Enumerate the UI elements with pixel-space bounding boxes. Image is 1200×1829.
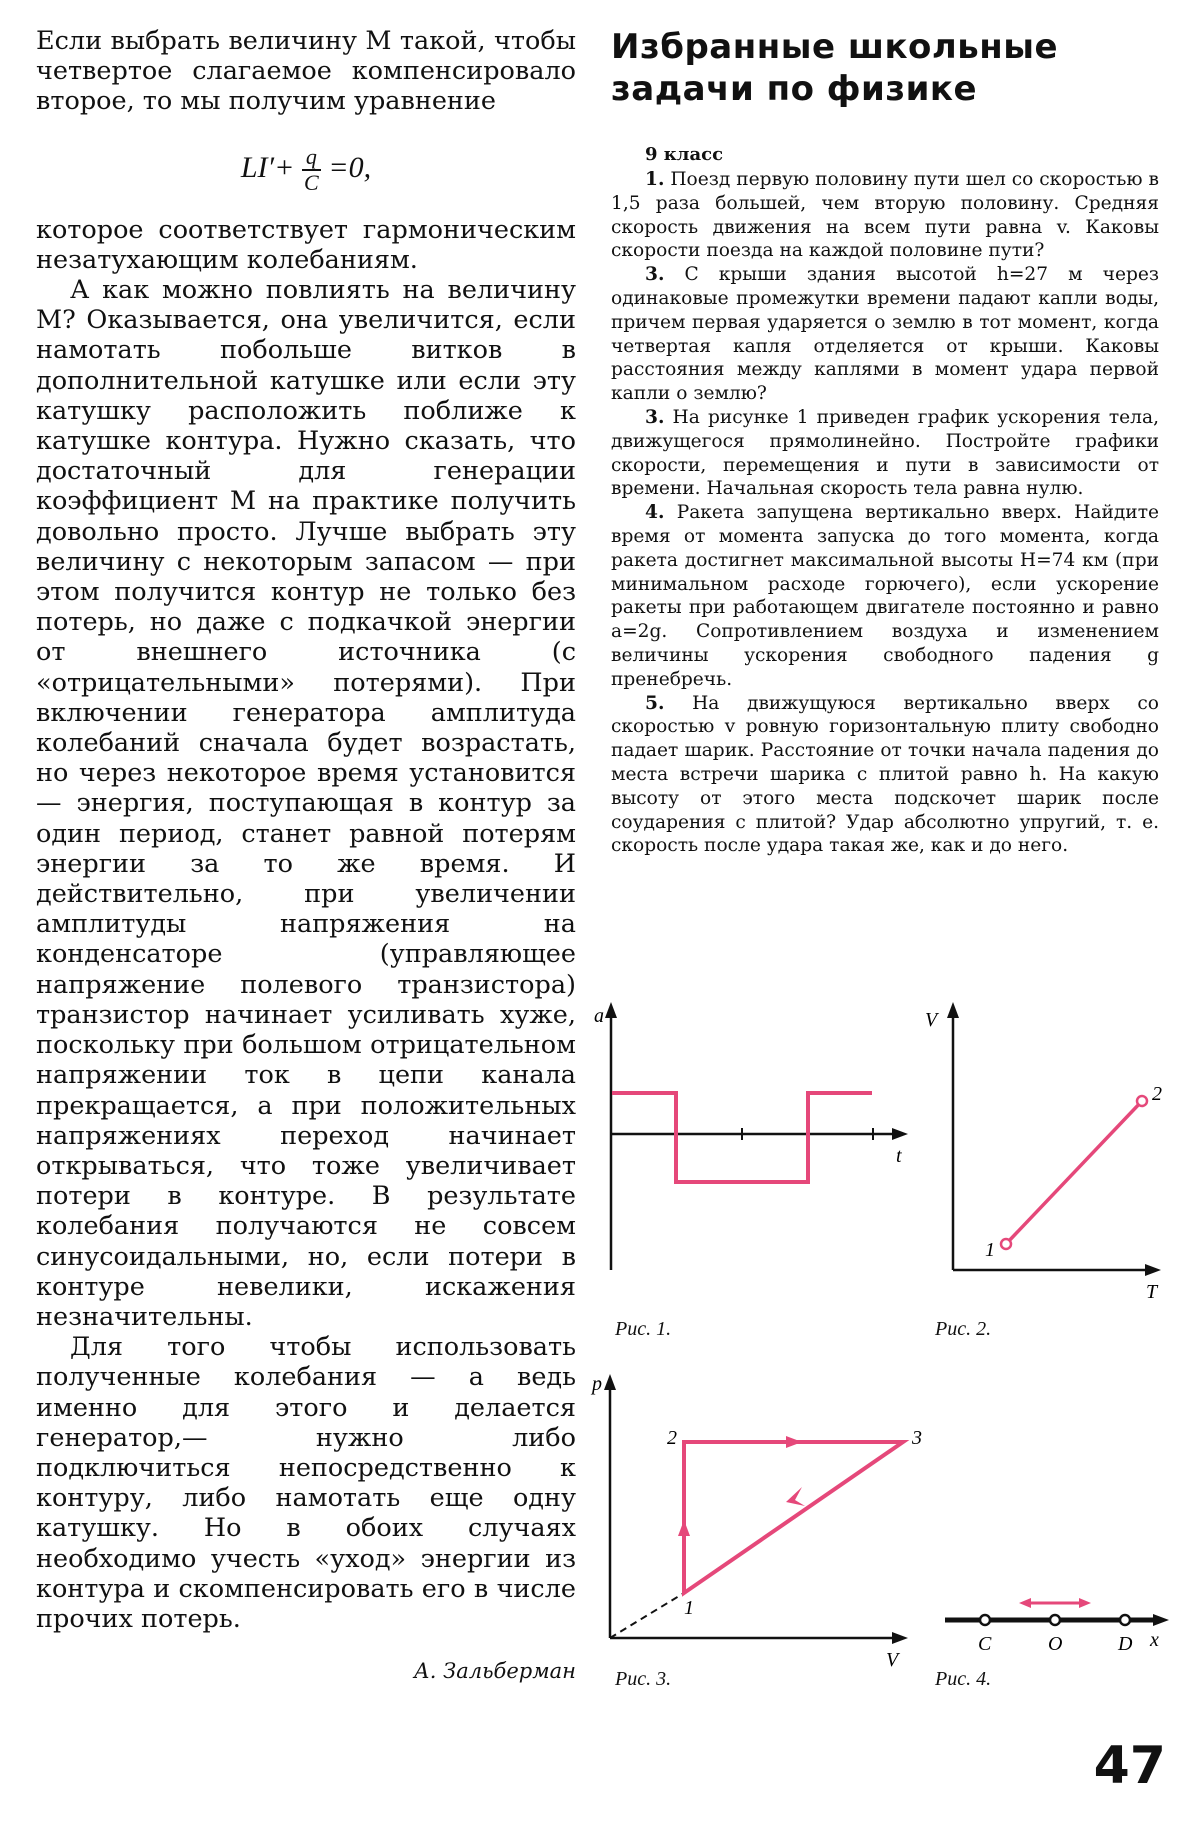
point-1-label: 1 xyxy=(684,1597,694,1619)
point-o-label: O xyxy=(1048,1633,1063,1655)
figure-4-oscillation-axis xyxy=(935,1570,1175,1660)
figure-3-pv-cycle xyxy=(590,1370,920,1670)
task-2 xyxy=(611,263,1159,406)
arrow-1-2 xyxy=(678,1520,690,1536)
y-axis-arrow xyxy=(605,1002,617,1018)
point-d-marker xyxy=(1120,1615,1130,1625)
figure-1-caption: Рис. 1. xyxy=(615,1318,672,1340)
task-5 xyxy=(611,692,1159,859)
article-continuation xyxy=(36,26,576,1686)
y-axis-arrow xyxy=(604,1374,616,1390)
y-axis-label: V xyxy=(925,1009,938,1031)
task-3 xyxy=(611,406,1159,501)
y-axis-label: p xyxy=(592,1373,602,1395)
formula-fraction xyxy=(302,145,321,195)
x-axis-label: t xyxy=(896,1145,902,1167)
task-number: 3. xyxy=(645,406,665,428)
problems-section xyxy=(611,26,1159,858)
point-3-label: 3 xyxy=(912,1427,922,1449)
page-number: 47 xyxy=(1093,1736,1166,1796)
point-2-label: 2 xyxy=(667,1427,677,1449)
extension-dashed xyxy=(610,1593,684,1638)
grade-heading: 9 класс xyxy=(645,144,724,165)
x-axis-arrow xyxy=(892,1632,908,1644)
task-number: 4. xyxy=(645,502,665,524)
point-1-marker xyxy=(1001,1239,1011,1249)
task-number: 1. xyxy=(645,169,665,190)
x-axis-arrow xyxy=(1145,1264,1161,1276)
point-2-label: 2 xyxy=(1152,1083,1162,1105)
paragraph-2: которое соответствует гармоническим незатухающим колебаниям. xyxy=(36,214,576,275)
task-number: 5. xyxy=(645,692,665,714)
author-signature: А. Зальберман xyxy=(413,1659,576,1684)
arrow-2-3 xyxy=(786,1436,802,1448)
task-text: На рисунке 1 приведен график ускорения тела, движущегося прямолинейно. Постройте графики скорости, перемещения и пути в зависимости от времени. Начальная скорость тела равна нулю. xyxy=(611,406,1159,500)
formula xyxy=(36,145,576,195)
task-text: Ракета запущена вертикально вверх. Найдите время от момента запуска до того момента, когда ракета достигнет максимальной высоты H=74 км (при минимальном расходе горючего), если ускорение ракеты при работающем двигателе постоянно и равно a=2g. Сопротивлением воздуха и изменением величины ускорения свободного падения g пренебречь. xyxy=(611,502,1159,690)
x-axis-arrow xyxy=(1153,1614,1169,1626)
figure-1-acceleration-graph xyxy=(590,1000,920,1280)
formula-rhs: =0, xyxy=(328,150,372,184)
axis-label: x xyxy=(1150,1629,1159,1651)
point-1-label: 1 xyxy=(985,1239,995,1261)
task-4 xyxy=(611,501,1159,691)
figure-2-vt-graph xyxy=(915,1000,1175,1310)
cycle-path xyxy=(684,1442,903,1593)
task-text: Поезд первую половину пути шел со скоростью в 1,5 раза большей, чем вторую половину. Средняя скорость движения на всем пути равна v. Каковы скорости поезда на каждой половине пути? xyxy=(611,169,1159,262)
motion-arrow-left-head xyxy=(1019,1598,1031,1608)
x-axis-label: V xyxy=(886,1649,899,1671)
process-line xyxy=(1006,1101,1142,1244)
y-axis-label: a xyxy=(594,1005,604,1027)
figure-4-caption: Рис. 4. xyxy=(935,1668,992,1690)
paragraph-1: Если выбрать величину M такой, чтобы четвертое слагаемое компенсировало второе, то мы получим уравнение xyxy=(36,26,576,117)
point-c-label: C xyxy=(978,1633,992,1655)
x-axis-label: T xyxy=(1146,1281,1158,1303)
section-title: Избранные школьные задачи по физике xyxy=(611,27,1059,109)
y-axis-arrow xyxy=(947,1002,959,1018)
figure-3-caption: Рис. 3. xyxy=(615,1668,672,1690)
paragraph-4: Для того чтобы использовать полученные колебания — а ведь именно для этого и делается генератор,— нужно либо подключиться непосредственно к контуру, либо намотать еще одну катушку. Но в обоих случаях необходимо учесть «уход» энергии из контура и скомпенсировать его в числе прочих потерь. xyxy=(36,1332,576,1634)
point-d-label: D xyxy=(1118,1633,1133,1655)
formula-numerator: q xyxy=(302,145,321,171)
point-2-marker xyxy=(1137,1096,1147,1106)
point-o-marker xyxy=(1050,1615,1060,1625)
figure-2-caption: Рис. 2. xyxy=(935,1318,992,1340)
task-text: С крыши здания высотой h=27 м через одинаковые промежутки времени падают капли воды, причем первая ударяется о землю в тот момент, когда четвертая капля отделяется от крыши. Каковы расстояния между каплями в момент удара первой капли о землю? xyxy=(611,264,1159,405)
point-c-marker xyxy=(980,1615,990,1625)
paragraph-3: А как можно повлиять на величину M? Оказывается, она увеличится, если намотать побольше витков в дополнительной катушке или если эту катушку расположить поближе к катушке контура. Нужно сказать, что достаточный для генерации коэффициент M на практике получить довольно просто. Лучше выбрать эту величину с некоторым запасом — при этом получится контур не только без потерь, но даже с подкачкой энергии от внешнего источника (с «отрицательными» потерями). При включении генератора амплитуда колебаний сначала будет возрастать, но через некоторое время установится — энергия, поступающая в контур за один период, станет равной потерям энергии за то же время. И действительно, при увеличении амплитуды напряжения на конденсаторе (управляющее напряжение полевого транзистора) транзистор начинает усиливать хуже, поскольку при большом отрицательном напряжении ток в цепи канала прекращается, а при положительных напряжениях переход начинает открываться, что тоже увеличивает потери в контуре. В результате колебания получаются не совсем синусоидальными, но, если потери в контуре невелики, искажения незначительны. xyxy=(36,275,576,1332)
task-number: 3. xyxy=(645,264,665,286)
motion-arrow-right-head xyxy=(1079,1598,1091,1608)
task-1 xyxy=(611,168,1159,263)
formula-denominator: C xyxy=(304,169,319,195)
task-text: На движущуюся вертикально ввеpх со скоростью v ровную горизонтальную плиту свободно падает шарик. Расстояние от точки начала падения до места встречи шарика с плитой равно h. На какую высоту от этого места подскочет шарик после соударения с плитой? Удар абсолютно упругий, т. е. скорость после удара такая же, как и до него. xyxy=(611,692,1159,857)
arrow-3-1 xyxy=(786,1487,805,1506)
x-axis-arrow xyxy=(892,1128,908,1140)
formula-lhs: LI′+ xyxy=(240,150,295,184)
